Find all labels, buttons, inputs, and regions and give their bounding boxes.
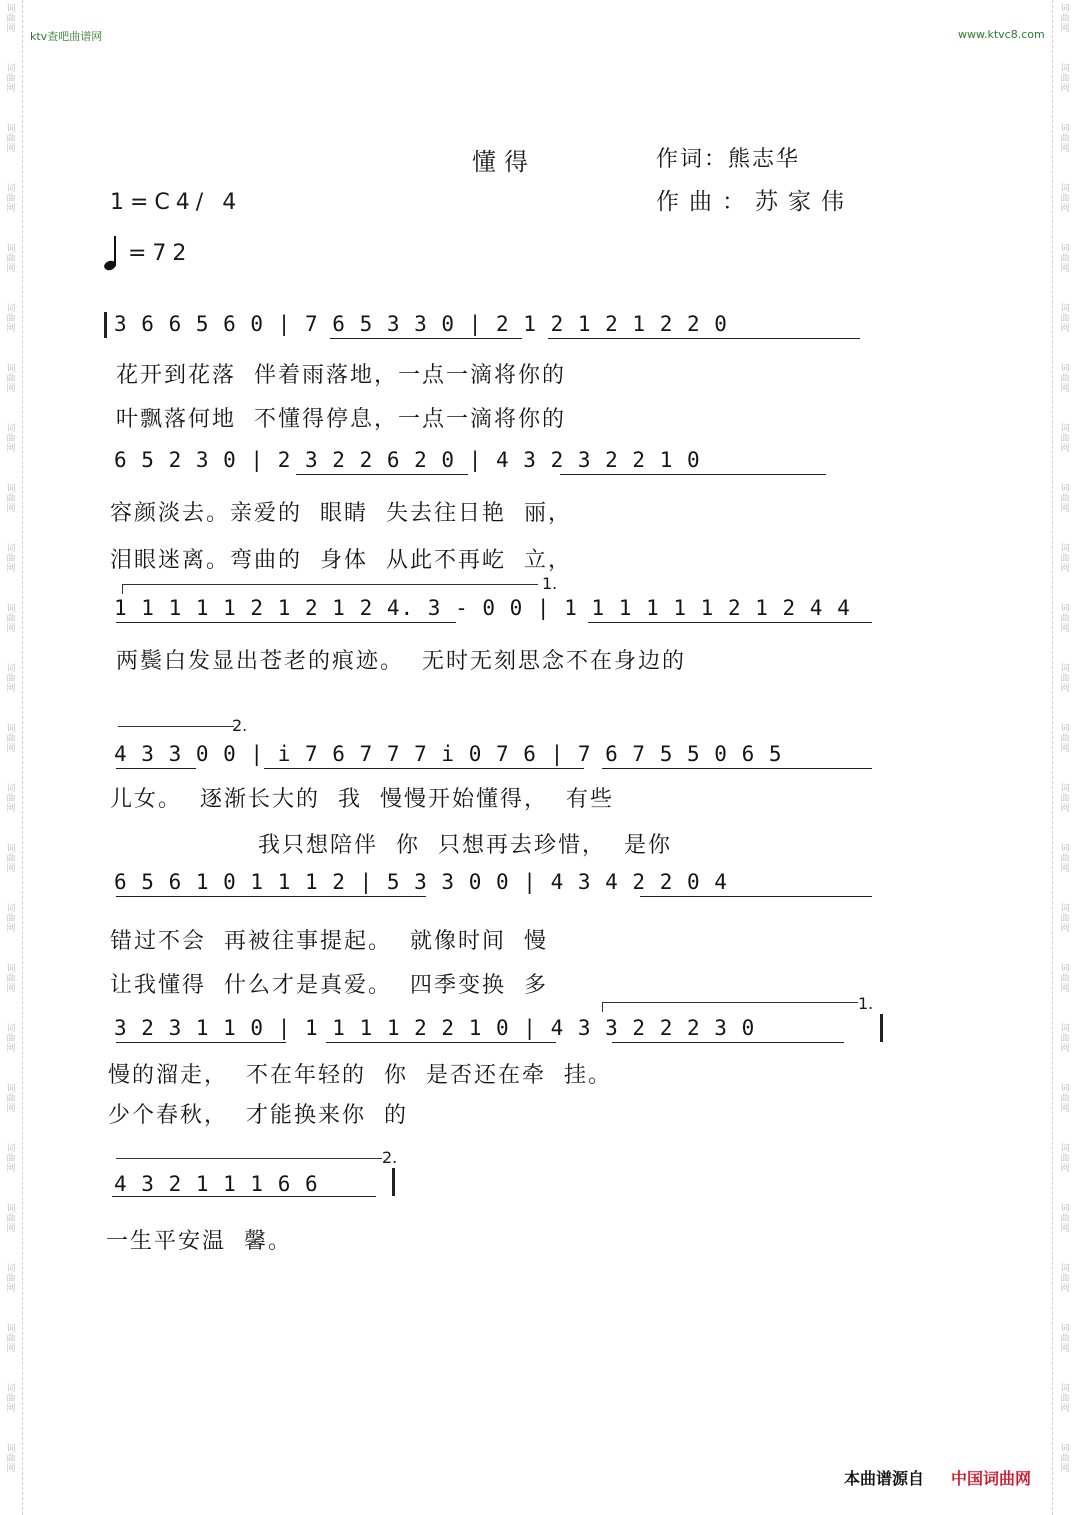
watermark-glyph-group: 词 曲 网 xyxy=(1060,964,1070,994)
watermark-glyph-group: 词 曲 网 xyxy=(1060,904,1070,934)
score-line-2-lyric-1: 容颜淡去。亲爱的 眼睛 失去往日艳 丽， xyxy=(110,501,572,526)
volta-bracket xyxy=(122,584,538,585)
volta-bracket-tick xyxy=(122,584,123,594)
watermark-glyph-group: 词 曲 网 xyxy=(1060,1204,1070,1234)
watermark-glyph-group: 词 曲 网 xyxy=(6,724,16,754)
score-line-5-notes: 6 5 6 1 0 1 1 1 2 | 5 3 3 0 0 | 4 3 4 2 2 0 4 xyxy=(114,870,728,894)
watermark-glyph-group: 词 曲 网 xyxy=(6,964,16,994)
beam xyxy=(602,768,872,769)
watermark-glyph-group: 词 曲 网 xyxy=(1060,64,1070,94)
score-line-3-lyric-1: 两鬓白发显出苍老的痕迹。 无时无刻思念不在身边的 xyxy=(116,649,686,674)
watermark-glyph-group: 词 曲 网 xyxy=(1060,244,1070,274)
watermark-glyph-group: 词 曲 网 xyxy=(1060,784,1070,814)
watermark-glyph-group: 词 曲 网 xyxy=(6,1444,16,1474)
score-line-1-lyric-1: 花开到花落 伴着雨落地，一点一滴将你的 xyxy=(116,363,566,388)
left-margin-line xyxy=(22,0,23,1515)
beam xyxy=(116,1042,286,1043)
score-line-5-lyric-1: 错过不会 再被往事提起。 就像时间 慢 xyxy=(110,929,548,954)
beam xyxy=(588,622,872,623)
volta-bracket xyxy=(118,726,234,727)
watermark-glyph-group: 词 曲 网 xyxy=(6,304,16,334)
right-watermark-strip xyxy=(1056,0,1074,1515)
final-bar xyxy=(392,1168,395,1196)
watermark-glyph-group: 词 曲 网 xyxy=(1060,664,1070,694)
watermark-glyph-group: 词 曲 网 xyxy=(1060,304,1070,334)
tempo-value: =72 xyxy=(128,240,193,266)
watermark-glyph-group: 词 曲 网 xyxy=(1060,1084,1070,1114)
watermark-glyph-group: 词 曲 网 xyxy=(6,244,16,274)
song-title: 懂得 xyxy=(472,148,536,176)
watermark-glyph-group: 词 曲 网 xyxy=(6,1144,16,1174)
beam xyxy=(640,896,872,897)
beam xyxy=(116,768,196,769)
watermark-glyph-group: 词 曲 网 xyxy=(6,424,16,454)
score-line-5-lyric-2: 让我懂得 什么才是真爱。 四季变换 多 xyxy=(110,973,548,998)
watermark-glyph-group: 词 曲 网 xyxy=(6,784,16,814)
beam xyxy=(112,1196,376,1197)
watermark-glyph-group: 词 曲 网 xyxy=(6,1384,16,1414)
score-line-1-lyric-2: 叶飘落何地 不懂得停息，一点一滴将你的 xyxy=(116,407,566,432)
watermark-glyph-group: 词 曲 网 xyxy=(6,664,16,694)
beam xyxy=(296,474,468,475)
lyricist-credit: 作词：熊志华 xyxy=(656,147,801,172)
source-label: 本曲谱源自 xyxy=(844,1469,925,1488)
score-line-6-lyric-1: 慢的溜走， 不在年轻的 你 是否还在牵 挂。 xyxy=(108,1063,612,1088)
beam xyxy=(116,896,426,897)
volta-bracket xyxy=(602,1002,858,1003)
score-line-6-lyric-2: 少个春秋， 才能换来你 的 xyxy=(108,1103,408,1128)
volta-bracket xyxy=(116,1158,382,1159)
watermark-glyph-group: 词 曲 网 xyxy=(1060,1444,1070,1474)
watermark-glyph-group: 词 曲 网 xyxy=(1060,544,1070,574)
beam xyxy=(560,474,826,475)
score-line-4-lyric-1: 儿女。 逐渐长大的 我 慢慢开始懂得， 有些 xyxy=(110,787,614,812)
score-line-2-notes: 6 5 2 3 0 | 2 3 2 2 6 2 0 | 4 3 2 3 2 2 1 0 xyxy=(114,448,701,472)
score-line-2-lyric-2: 泪眼迷离。弯曲的 身体 从此不再屹 立， xyxy=(110,548,572,573)
watermark-glyph-group: 词 曲 网 xyxy=(1060,1144,1070,1174)
watermark-glyph-group: 词 曲 网 xyxy=(6,1324,16,1354)
beam xyxy=(330,338,522,339)
watermark-glyph-group: 词 曲 网 xyxy=(6,1024,16,1054)
watermark-glyph-group: 词 曲 网 xyxy=(1060,4,1070,34)
score-line-7-notes: 4 3 2 1 1 1 6 6 xyxy=(114,1172,319,1196)
repeat-end-bar xyxy=(880,1014,883,1042)
score-line-7-lyric-1: 一生平安温 馨。 xyxy=(106,1229,292,1254)
watermark-glyph-group: 词 曲 网 xyxy=(6,904,16,934)
beam xyxy=(612,1042,844,1043)
watermark-glyph-group: 词 曲 网 xyxy=(6,484,16,514)
watermark-glyph-group: 词 曲 网 xyxy=(6,1204,16,1234)
watermark-glyph-group: 词 曲 网 xyxy=(1060,1264,1070,1294)
watermark-glyph-group: 词 曲 网 xyxy=(1060,484,1070,514)
watermark-glyph-group: 词 曲 网 xyxy=(1060,604,1070,634)
watermark-glyph-group: 词 曲 网 xyxy=(6,1264,16,1294)
site-url-right[interactable]: www.ktvc8.com xyxy=(958,28,1045,41)
beam xyxy=(116,622,456,623)
score-line-4-notes: 4 3 3 0 0 | i 7 6 7 7 7 i 0 7 6 | 7 6 7 5 5 0 6 5 xyxy=(114,742,783,766)
watermark-glyph-group: 词 曲 网 xyxy=(1060,844,1070,874)
watermark-glyph-group: 词 曲 网 xyxy=(6,544,16,574)
watermark-glyph-group: 词 曲 网 xyxy=(6,364,16,394)
key-signature: 1=C4/ 4 xyxy=(110,190,243,215)
volta-ending-1b: 1. xyxy=(858,994,874,1013)
watermark-glyph-group: 词 曲 网 xyxy=(6,1084,16,1114)
beam xyxy=(326,1042,556,1043)
left-watermark-strip xyxy=(2,0,20,1515)
watermark-glyph-group: 词 曲 网 xyxy=(1060,124,1070,154)
quarter-note-icon xyxy=(104,236,122,270)
watermark-glyph-group: 词 曲 网 xyxy=(6,64,16,94)
score-line-3-notes: 1 1 1 1 1 2 1 2 1 2 4. 3 - 0 0 | 1 1 1 1 1 1 2 1 2 4 4 xyxy=(114,596,851,620)
tempo-marking xyxy=(104,236,192,270)
watermark-glyph-group: 词 曲 网 xyxy=(1060,1324,1070,1354)
watermark-glyph-group: 词 曲 网 xyxy=(6,184,16,214)
watermark-glyph-group: 词 曲 网 xyxy=(6,844,16,874)
beam xyxy=(548,338,860,339)
watermark-glyph-group: 词 曲 网 xyxy=(1060,364,1070,394)
repeat-start-bar xyxy=(104,312,107,338)
volta-ending-1: 1. xyxy=(542,574,558,593)
site-name-left[interactable]: ktv查吧曲谱网 xyxy=(30,30,103,43)
watermark-glyph-group: 词 曲 网 xyxy=(6,604,16,634)
score-line-4-lyric-2: 我只想陪伴 你 只想再去珍惜， 是你 xyxy=(258,833,672,858)
watermark-glyph-group: 词 曲 网 xyxy=(1060,424,1070,454)
right-margin-line xyxy=(1052,0,1053,1515)
watermark-glyph-group: 词 曲 网 xyxy=(6,4,16,34)
watermark-glyph-group: 词 曲 网 xyxy=(1060,1384,1070,1414)
watermark-glyph-group: 词 曲 网 xyxy=(1060,724,1070,754)
score-line-1-notes: 3 6 6 5 6 0 | 7 6 5 3 3 0 | 2 1 2 1 2 1 2 2 0 xyxy=(114,312,728,336)
score-line-6-notes: 3 2 3 1 1 0 | 1 1 1 1 2 2 1 0 | 4 3 3 2 2 2 3 0 xyxy=(114,1016,756,1040)
watermark-glyph-group: 词 曲 网 xyxy=(1060,184,1070,214)
source-site-link[interactable]: 中国词曲网 xyxy=(951,1469,1032,1488)
volta-ending-2: 2. xyxy=(232,716,248,735)
volta-ending-2b: 2. xyxy=(382,1148,398,1167)
watermark-glyph-group: 词 曲 网 xyxy=(6,124,16,154)
volta-bracket-tick xyxy=(602,1002,603,1012)
watermark-glyph-group: 词 曲 网 xyxy=(1060,1024,1070,1054)
beam xyxy=(264,768,584,769)
composer-credit: 作曲：苏家伟 xyxy=(656,189,854,215)
